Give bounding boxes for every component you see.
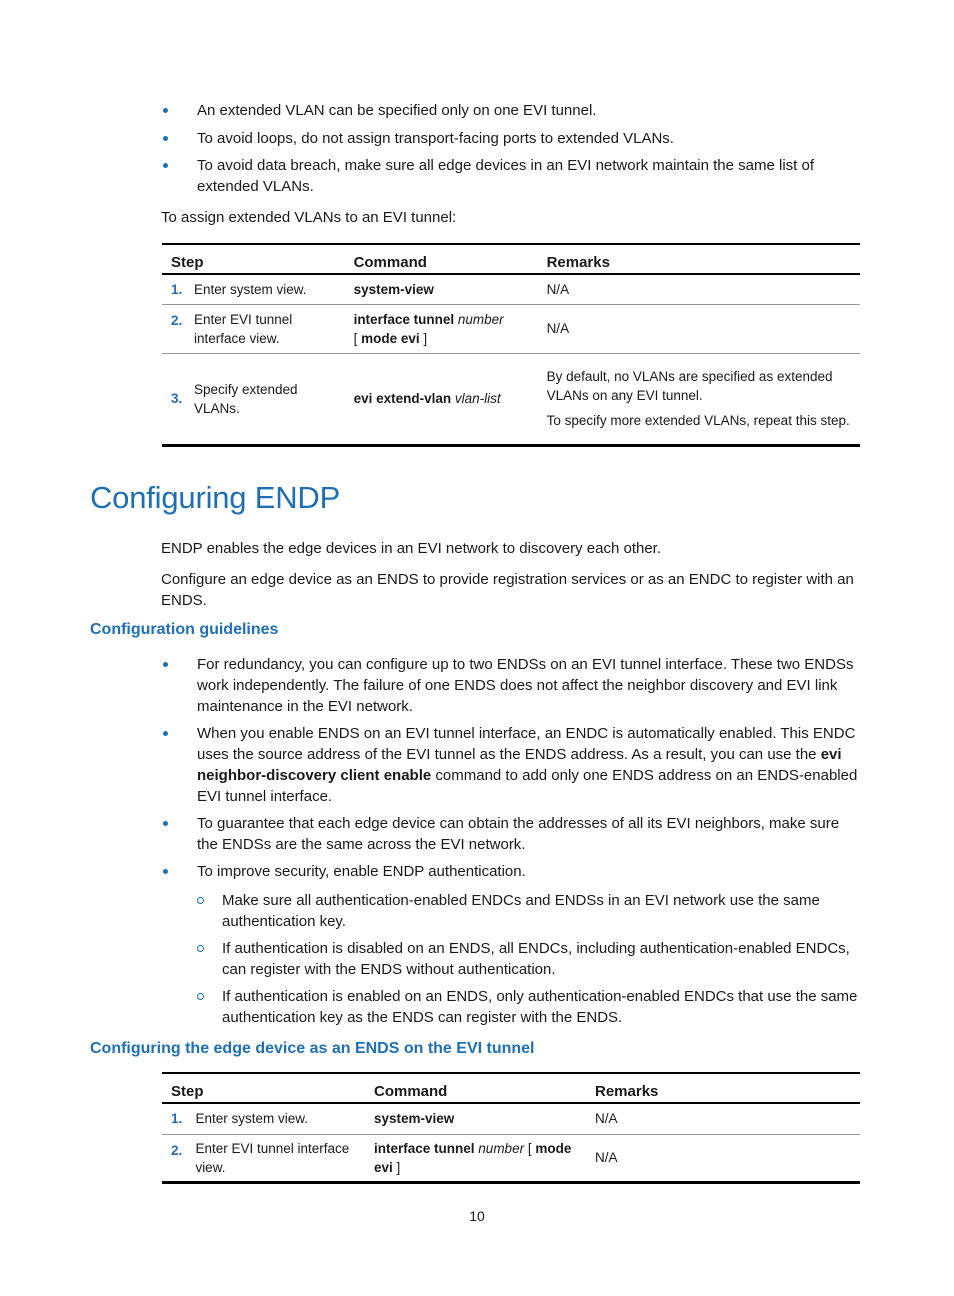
top-bullet-list xyxy=(161,100,864,197)
step-desc: Specify extended VLANs. xyxy=(194,381,298,416)
list-item: An extended VLAN can be specified only on one EVI tunnel. xyxy=(161,100,864,121)
sub-bullet-icon xyxy=(197,897,204,904)
header-step: Step xyxy=(162,244,345,274)
subsection-title: Configuration guidelines xyxy=(90,621,279,638)
subsection-title: Configuring the edge device as an ENDS on the EVI tunnel xyxy=(90,1040,535,1057)
list-item: If authentication is disabled on an ENDS, all ENDCs, including authentication-enabled ENDCs, can register with the ENDS without authentication. xyxy=(161,938,864,980)
bullet-icon xyxy=(163,731,168,736)
guidelines-list xyxy=(161,654,864,888)
intro-paragraph: To assign extended VLANs to an EVI tunnel: xyxy=(161,209,457,226)
header-step: Step xyxy=(162,1073,365,1103)
list-item: When you enable ENDS on an EVI tunnel interface, an ENDC is automatically enabled. This ENDC uses the source address of the EVI tunnel as the ENDS address. As a result, you can use the evi neighbor-discovery client enable command to add only one ENDS address on an ENDS-enabled EVI tunnel interface. xyxy=(161,723,864,807)
step-remarks: N/A xyxy=(538,274,860,304)
list-item: To avoid loops, do not assign transport-facing ports to extended VLANs. xyxy=(161,128,864,149)
step-command: interface tunnel number [ mode evi ] xyxy=(374,1140,572,1175)
step-remarks: N/A xyxy=(538,304,860,353)
list-item: To improve security, enable ENDP authentication. xyxy=(161,861,864,882)
header-command: Command xyxy=(365,1073,586,1103)
bullet-icon xyxy=(163,163,168,168)
header-remarks: Remarks xyxy=(538,244,860,274)
step-number: 2. xyxy=(171,1142,183,1158)
step-command: evi extend-vlan vlan-list xyxy=(353,391,501,406)
sub-bullet-icon xyxy=(197,993,204,1000)
table-row xyxy=(162,274,860,304)
table-row xyxy=(162,304,860,353)
list-item: Make sure all authentication-enabled ENDCs and ENDSs in an EVI network use the same authentication key. xyxy=(161,890,864,932)
step-desc: Enter EVI tunnel interface view. xyxy=(195,1140,350,1175)
section-title: Configuring ENDP xyxy=(90,480,341,515)
step-command: system-view xyxy=(345,274,538,304)
bullet-icon xyxy=(163,869,168,874)
table-row xyxy=(162,1134,860,1182)
step-command: interface tunnel number [ mode evi ] xyxy=(345,304,538,353)
step-desc: Enter EVI tunnel interface view. xyxy=(185,304,345,353)
bullet-icon xyxy=(163,136,168,141)
extend-vlan-table xyxy=(162,243,860,447)
step-number: 2. xyxy=(162,304,185,353)
ends-table xyxy=(162,1072,860,1184)
table-row xyxy=(162,353,860,445)
bullet-icon xyxy=(163,108,168,113)
sub-bullet-icon xyxy=(197,945,204,952)
step-desc: Enter system view. xyxy=(186,1103,365,1134)
bullet-icon xyxy=(163,662,168,667)
endp-paragraph: Configure an edge device as an ENDS to provide registration services or as an ENDC to register with an ENDS. xyxy=(161,571,854,609)
list-item: To avoid data breach, make sure all edge devices in an EVI network maintain the same list of extended VLANs. xyxy=(161,155,864,197)
step-command: system-view xyxy=(365,1103,586,1134)
header-command: Command xyxy=(345,244,538,274)
bullet-icon xyxy=(163,821,168,826)
header-remarks: Remarks xyxy=(586,1073,860,1103)
step-number: 1. xyxy=(162,1103,186,1134)
page-number: 10 xyxy=(469,1208,485,1224)
auth-sub-list xyxy=(161,890,864,1028)
step-remarks: N/A xyxy=(586,1103,860,1134)
step-remarks: By default, no VLANs are specified as extended VLANs on any EVI tunnel. To specify more extended VLANs, repeat this step. xyxy=(546,369,850,428)
step-remarks: N/A xyxy=(595,1150,618,1165)
list-item: For redundancy, you can configure up to two ENDSs on an EVI tunnel interface. These two ENDSs work independently. The failure of one ENDS does not affect the neighbor discovery and EVI link maintenance in the EVI network. xyxy=(161,654,864,717)
step-desc: Enter system view. xyxy=(185,274,345,304)
table-header-row xyxy=(162,1073,860,1103)
step-number: 1. xyxy=(162,274,185,304)
list-item: If authentication is enabled on an ENDS, only authentication-enabled ENDCs that use the same authentication key as the ENDS can register with the ENDS. xyxy=(161,986,864,1028)
table-row xyxy=(162,1103,860,1134)
step-number: 3. xyxy=(171,391,183,406)
table-header-row xyxy=(162,244,860,274)
list-item: To guarantee that each edge device can obtain the addresses of all its EVI neighbors, make sure the ENDSs are the same across the EVI network. xyxy=(161,813,864,855)
endp-paragraph: ENDP enables the edge devices in an EVI network to discovery each other. xyxy=(161,540,662,557)
